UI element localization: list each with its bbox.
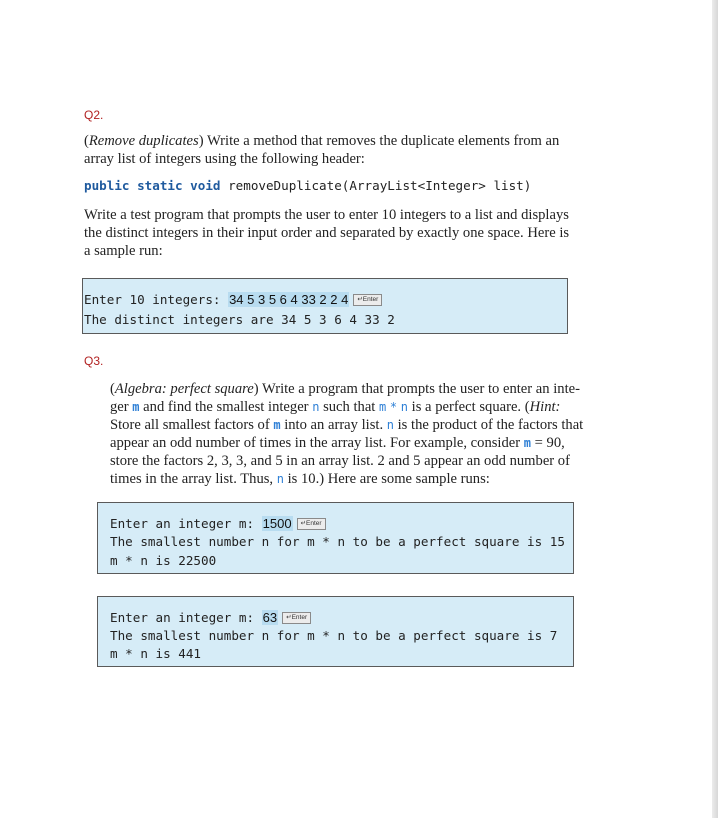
q3-text-6b: is 10.) Here are some sample runs:	[283, 471, 490, 487]
q2-run-line1	[84, 292, 382, 307]
q3-text-2b: and find the smallest integer	[139, 399, 313, 415]
q2-label: Q2.	[84, 108, 104, 122]
q3-text-3c: is the product of the factors that	[393, 417, 584, 433]
q2-header-keywords: public static void	[84, 178, 221, 193]
q2-intro-text: Write a method that removes the duplicate elements from an array list of integers using the following header:	[84, 133, 560, 167]
q3-run2-prompt: Enter an integer m:	[110, 610, 262, 625]
q3-text-4: appear an odd number of times in the array list. For example, consider	[110, 435, 524, 451]
q3-run1-line3: m * n is 22500	[110, 553, 217, 568]
q3-line-4	[110, 434, 590, 452]
q3-text-6a: times in the array list. Thus,	[110, 471, 277, 487]
enter-key-icon: ↵Enter	[282, 612, 311, 624]
q3-text-4b: = 90,	[531, 435, 565, 451]
q3-text-2c: such that	[319, 399, 380, 415]
q3-run1-line1	[110, 516, 326, 531]
q2-run-output: The distinct integers are 34 5 3 6 4 33 2	[84, 312, 395, 327]
q3-text-1: Write a program that prompts the user to enter an inte-	[258, 381, 580, 397]
q3-text-2a: ger	[110, 399, 133, 415]
q3-title: Algebra: perfect square	[114, 381, 254, 397]
var-n: n	[276, 472, 284, 486]
multiply-star: *	[389, 400, 398, 414]
q3-text-3b: into an array list.	[280, 417, 387, 433]
q3-run2-input: 63	[262, 610, 278, 625]
q3-line-5: store the factors 2, 3, 3, and 5 in an array list. 2 and 5 appear an odd number of	[110, 453, 570, 469]
q2-method-header	[84, 178, 531, 193]
q2-header-signature: removeDuplicate(ArrayList<Integer> list)	[220, 178, 532, 193]
var-n: n	[400, 400, 409, 414]
var-m: m	[379, 400, 387, 414]
var-n: n	[312, 400, 320, 414]
var-n: n	[386, 418, 394, 432]
q3-line-3	[110, 416, 590, 434]
q2-body: Write a test program that prompts the user to enter 10 integers to a list and displays the distinct integers in their input order and separated by exactly one space. Here is a sample run:	[84, 207, 570, 259]
q2-run-prompt: Enter 10 integers:	[84, 292, 229, 307]
q3-run1-input: 1500	[262, 516, 292, 531]
q3-text-3a: Store all smallest factors of	[110, 417, 274, 433]
q2-run-input: 34 5 3 5 6 4 33 2 2 4	[229, 292, 349, 307]
q2-sample-run	[82, 278, 568, 334]
q3-sample-run-2	[97, 596, 574, 667]
q3-label: Q3.	[84, 354, 104, 368]
q2-intro: (Remove duplicates) Write a method that removes the duplicate elements from an array list of integers using the following header:	[84, 133, 560, 167]
q3-line-1: (Algebra: perfect square) Write a program that prompts the user to enter an inte-	[110, 381, 580, 397]
q3-line-6	[110, 470, 590, 488]
page-edge	[712, 0, 718, 818]
q3-sample-run-1	[97, 502, 574, 574]
enter-key-icon: ↵Enter	[297, 518, 326, 530]
var-m: m	[132, 400, 140, 414]
q3-line-2	[110, 398, 590, 416]
q3-hint: Hint:	[529, 399, 561, 415]
q3-paragraph	[110, 380, 590, 488]
q2-title: Remove duplicates	[88, 133, 199, 149]
q3-run2-line3: m * n is 441	[110, 646, 201, 661]
enter-key-icon: ↵Enter	[353, 294, 382, 306]
q3-run1-line2: The smallest number n for m * n to be a perfect square is 15	[110, 534, 565, 549]
var-m: m	[273, 418, 281, 432]
q3-run2-line2: The smallest number n for m * n to be a perfect square is 7	[110, 628, 558, 643]
var-m: m	[523, 436, 532, 450]
q3-text-2d: is a perfect square. (	[408, 399, 530, 415]
q3-run1-prompt: Enter an integer m:	[110, 516, 262, 531]
q3-run2-line1	[110, 610, 311, 625]
